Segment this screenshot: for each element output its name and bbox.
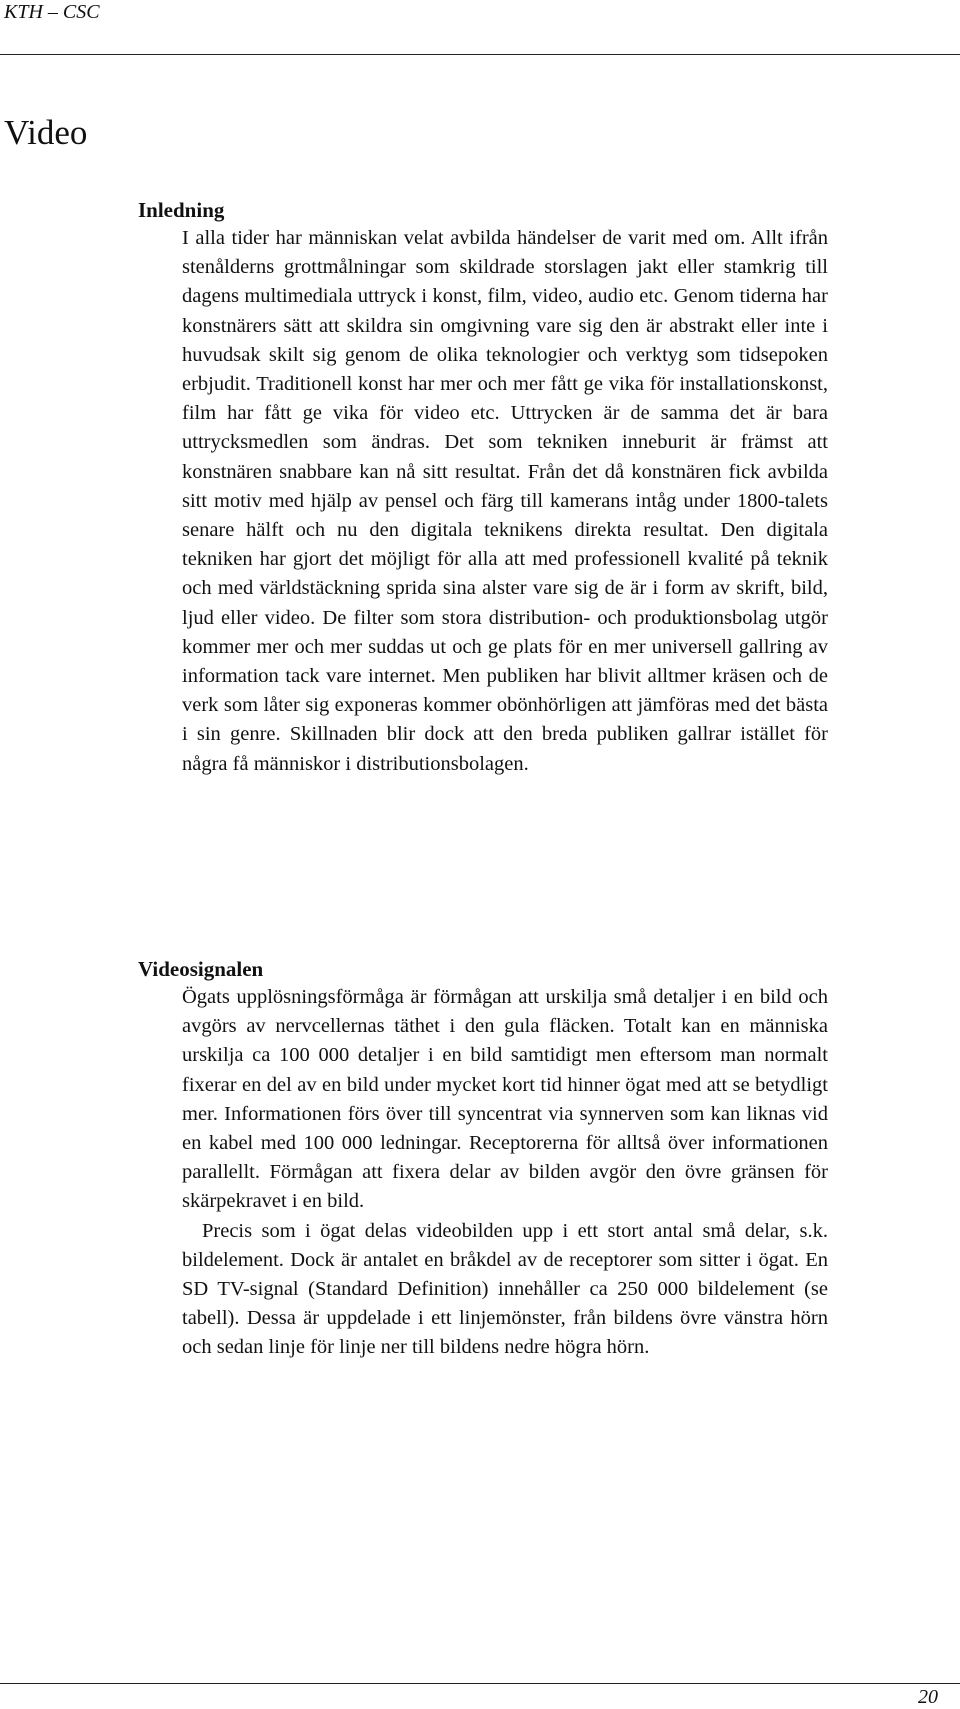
paragraph: I alla tider har människan velat avbilda händelser de varit med om. Allt ifrån stenålderns grottmålningar som skildrade storslagen jakt eller stamkrig till dagens multimediala uttryck i konst, film, video, audio etc. Genom tiderna har konstnärers sätt att skildra sin omgivning vare sig den är abstrakt eller inte i huvudsak skilt sig genom de olika teknologier och verktyg som tidsepoken erbjudit. Traditionell konst har mer och mer fått ge vika för installationskonst, film har fått ge vika för video etc. Uttrycken är de samma det är bara uttrycksmedlen som ändras. Det som tekniken inneburit är främst att konstnären snabbare kan nå sitt resultat. Från det då konstnären fick avbilda sitt motiv med hjälp av pensel och färg till kamerans intåg under 1800-talets senare hälft och nu den digitala teknikens direkta resultat. Den digitala tekniken har gjort det möjligt för alla att med professionell kvalité på teknik och med världstäckning sprida sina alster vare sig de är i form av skrift, bild, ljud eller video. De filter som stora distribution- och produktionsbolag utgör kommer mer och mer suddas ut och ge plats för en mer universell gallring av information tack vare internet. Men publiken har blivit alltmer kräsen och de verk som låter sig exponeras kommer obönhörligen att jämföras med det bästa i sin genre. Skillnaden blir dock att den breda publiken gallrar istället för några få människor i distributionsbolagen. bbox=[182, 227, 828, 775]
paragraph: Precis som i ögat delas videobilden upp i ett stort antal små delar, s.k. bildelement. Dock är antalet en bråkdel av de receptorer som sitter i ögat. En SD TV-signal (Standard Definition) innehåller ca 250 000 bildelement (se tabell). Dessa är uppdelade i ett linjemönster, från bildens övre vänstra hörn och sedan linje för linje ner till bildens nedre högra hörn. bbox=[182, 1219, 828, 1359]
section-body bbox=[182, 224, 828, 779]
chapter-title: Video bbox=[4, 113, 88, 152]
header-label: KTH – CSC bbox=[4, 1, 100, 23]
page-header bbox=[0, 0, 960, 55]
page-footer-rule bbox=[0, 1683, 960, 1684]
section-heading: Inledning bbox=[138, 198, 225, 222]
section-inledning bbox=[138, 196, 828, 779]
section-videosignalen bbox=[138, 955, 828, 1363]
section-heading: Videosignalen bbox=[138, 957, 264, 981]
section-body bbox=[182, 983, 828, 1363]
paragraph: Ögats upplösningsförmåga är förmågan att urskilja små detaljer i en bild och avgörs av nervcellernas täthet i den gula fläcken. Totalt kan en människa urskilja ca 100 000 detaljer i en bild samtidigt men eftersom man normalt fixerar en del av en bild under mycket kort tid hinner ögat med att se betydligt mer. Informationen förs över till syncentrat via synnerven som kan liknas vid en kabel med 100 000 ledningar. Receptorerna för alltså över informationen parallellt. Förmågan att fixera delar av bilden avgör den övre gränsen för skärpekravet i en bild. bbox=[182, 986, 828, 1213]
page-number: 20 bbox=[918, 1686, 938, 1708]
